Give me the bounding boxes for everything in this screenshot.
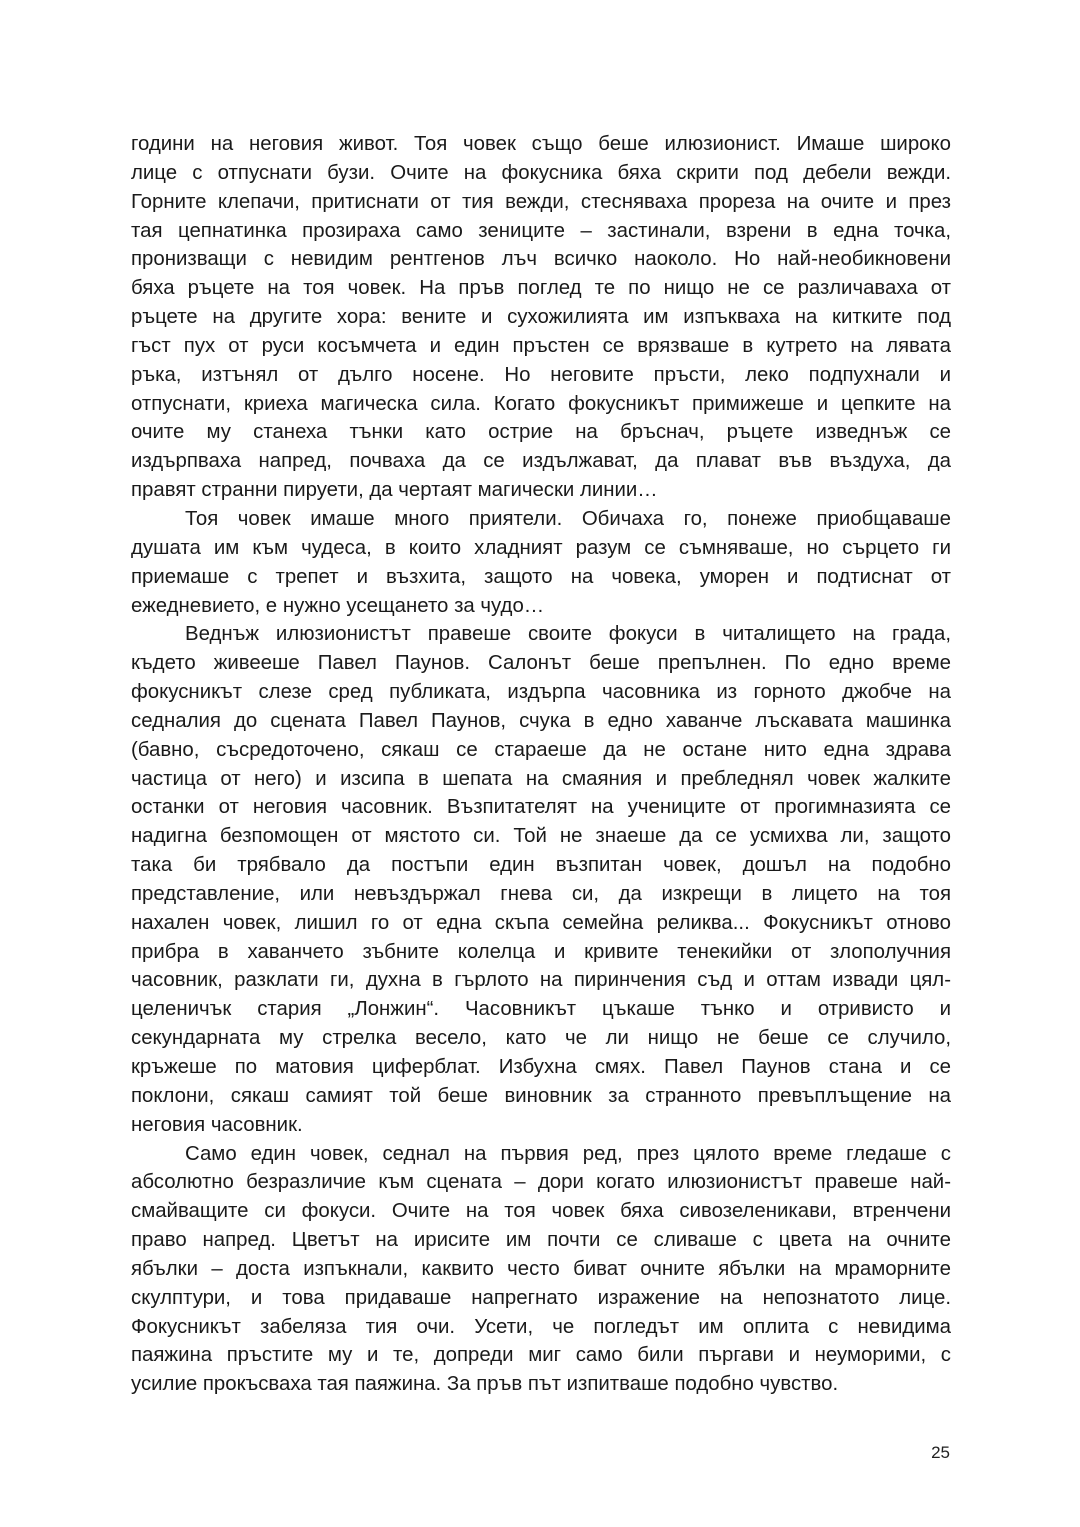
text-line: бяха ръцете на тоя човек. На пръв поглед те по нищо не се различаваха от	[131, 277, 951, 300]
text-line: лице с отпуснати бузи. Очите на фокусника бяха скрити под дебели вежди.	[131, 161, 951, 184]
paragraph	[131, 1140, 951, 1400]
text-line: тая цепнатинка прозираха само зениците – застинали, взрени в една точка,	[131, 219, 951, 242]
text-line: кръжеше по матовия циферблат. Избухна смях. Павел Паунов стана и се	[131, 1056, 951, 1078]
text-line: Тоя човек имаше много приятели. Обичаха го, понеже приобщаваше	[185, 507, 951, 530]
text-line: надигна безпомощен от мястото си. Той не знаеше да се усмихва ли, защото	[131, 825, 951, 848]
text-line: ръцете на другите хора: вените и сухожилията им изпъкваха на китките под	[131, 306, 951, 329]
text-line: Само един човек, седнал на първия ред, през цялото време гледаше с	[185, 1142, 951, 1165]
text-line: душата им към чудеса, в които хладният разум се съмняваше, но сърцето ги	[131, 536, 951, 559]
text-line: часовник, разклати ги, духна в гърлото на пиринчения съд и оттам извади цял-	[131, 969, 951, 992]
text-line: Веднъж илюзионистът правеше своите фокуси в читалището на града,	[185, 623, 951, 646]
page-number: 25	[931, 1443, 950, 1462]
text-line: останки от неговия часовник. Възпитателят на учениците от прогимназията се	[131, 796, 951, 819]
text-line: издърпваха напред, почваха да се издължават, да плават във въздуха, да	[131, 450, 951, 473]
text-line: гъст пух от руси косъмчета и един пръстен се врязваше в кутрето на лявата	[131, 334, 951, 357]
text-line: ръка, изтънял от дълго носене. Но неговите пръсти, леко подпухнали и	[131, 363, 951, 386]
text-line: представление, или невъздържал гнева си, да изкрещи в лицето на тоя	[131, 882, 951, 905]
text-line: Горните клепачи, притиснати от тия вежди, стесняваха прореза на очите и през	[131, 190, 951, 213]
text-line: където живееше Павел Паунов. Салонът беше препълнен. По едно време	[131, 652, 951, 675]
text-line: ябълки – доста изпъкнали, каквито често биват очните ябълки на мраморните	[131, 1257, 951, 1280]
text-line: пронизващи с невидим рентгенов лъч всичко наоколо. Но най-необикновени	[131, 248, 951, 271]
text-line: очите му станеха тънки като острие на бръснач, ръцете изведнъж се	[131, 421, 951, 444]
text-line: (бавно, съсредоточено, сякаш се стараеше да не остане нито една здрава	[131, 738, 951, 761]
body-text	[131, 130, 951, 1399]
text-line: приемаше с трепет и възхита, защото на човека, уморен и подтиснат от	[131, 565, 951, 588]
text-line: усилие прокъсваха тая паяжина. За пръв път изпитваше подобно чувство.	[131, 1373, 839, 1396]
text-line: частица от него) и изсипа в шепата на смаяния и пребледнял човек жалките	[131, 767, 951, 790]
text-line: отпуснати, криеха магическа сила. Когато фокусникът примижеше и цепките на	[131, 392, 951, 415]
paragraph	[131, 620, 951, 1139]
text-line: неговия часовник.	[131, 1113, 303, 1136]
text-line: години на неговия живот. Тоя човек също беше илюзионист. Имаше широко	[131, 133, 951, 155]
text-line: Фокусникът забеляза тия очи. Усети, че погледът им оплита с невидима	[131, 1315, 951, 1338]
text-line: ежедневието, е нужно усещането за чудо…	[131, 594, 545, 617]
text-line: фокусникът слезе сред публиката, издърпа часовника из горното джобче на	[131, 681, 951, 704]
text-line: правят странни пируети, да чертаят магически линии…	[131, 479, 658, 502]
text-line: така би трябвало да постъпи един възпитан човек, дошъл на подобно	[131, 854, 951, 877]
text-line: паяжина пръстите му и те, допреди миг само били пъргави и неуморими, с	[131, 1344, 951, 1367]
text-line: прибра в хаванчето зъбните колелца и кривите тенекийки от злополучния	[131, 940, 951, 963]
text-line: секундарната му стрелка весело, като че ли нищо не беше се случило,	[131, 1027, 951, 1050]
text-line: целеничък стария „Лонжин“. Часовникът цъкаше тънко и отривисто и	[131, 998, 951, 1021]
paragraph	[131, 505, 951, 620]
text-line: седналия до сцената Павел Паунов, счука в едно хаванче лъскавата машинка	[131, 709, 951, 732]
paragraph	[131, 130, 951, 505]
text-line: абсолютно безразличие към сцената – дори когато илюзионистът правеше най-	[131, 1171, 951, 1194]
text-line: поклони, сякаш самият той беше виновник за странното превъплъщение на	[131, 1084, 951, 1107]
text-line: нахален човек, лишил го от една скъпа семейна реликва... Фокусникът отново	[131, 911, 951, 934]
text-line: смайващите си фокуси. Очите на тоя човек бяха сивозеленикави, втренчени	[131, 1200, 951, 1223]
text-line: право напред. Цветът на ирисите им почти се сливаше с цвета на очните	[131, 1229, 951, 1252]
text-line: скулптури, и това придаваше напрегнато изражение на непознатото лице.	[131, 1286, 951, 1309]
